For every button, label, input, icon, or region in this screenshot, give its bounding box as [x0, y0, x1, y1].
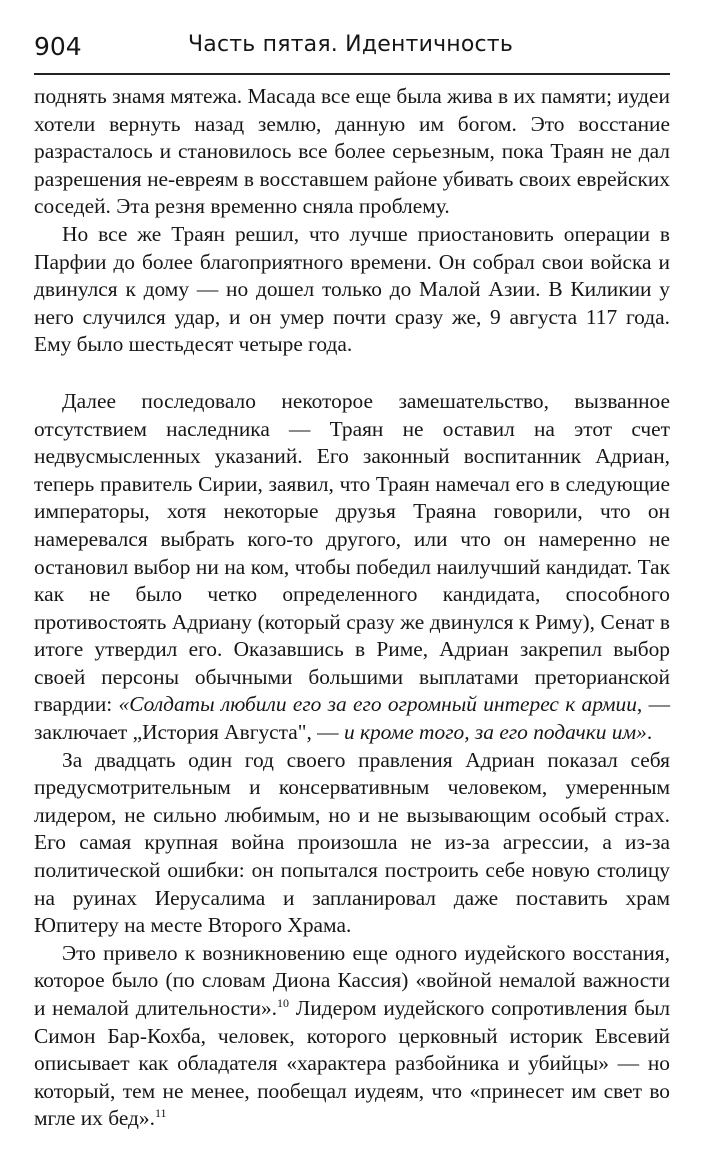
paragraph-3-attribution: — заключает „История Августа", — — [34, 692, 670, 745]
paragraph-2: Но все же Траян решил, что лучше приостановить операции в Парфии до более благоприятного времени. Он собрал свои войска и двинулся к дому — но дошел только до Малой Азии. В Киликии у него случился удар, и он умер почти сразу же, 9 августа 117 года. Ему было шестьдесят четыре года. — [34, 221, 670, 357]
paragraph-3 — [34, 388, 670, 747]
paragraph-5-continued: Лидером иудейского сопротивления был Симон Бар-Кохба, человек, которого церковный историк Евсевий описывает как обладателя «характера разбойника и убийцы» — но который, тем не менее, пообещал иудеям, что «принесет им свет во мгле их бед». — [34, 996, 670, 1131]
page-number: 904 — [34, 32, 82, 61]
header-rule — [34, 73, 670, 75]
page-header — [34, 30, 670, 70]
quote-handouts: и кроме того, за его подачки им» — [343, 720, 647, 745]
paragraph-3-end: . — [646, 720, 653, 745]
footnote-ref-11: 11 — [154, 1106, 167, 1121]
body-text — [34, 83, 670, 1133]
section-break — [34, 359, 670, 388]
paragraph-3-text: Далее последовало некоторое замешательство, вызванное отсутствием наследника — Траян не оставил на этот счет недвусмысленных указаний. Его законный воспитанник Адриан, теперь правитель Сирии, заявил, что Траян намечал его в следующие императоры, хотя некоторые друзья Траяна говорили, что он намеревался выбрать кого-то другого, или что он намеренно не остановил выбор ни на ком, чтобы победил наилучший кандидат. Так как не было четко определенного кандидата, способного противостоять Адриану (который сразу же двинулся к Риму), Сенат в итоге утвердил его. Оказавшись в Риме, Адриан закрепил выбор своей персоны обычными большими выплатами преторианской гвардии: — [34, 388, 670, 717]
footnote-ref-10: 10 — [277, 995, 290, 1010]
running-head: Часть пятая. Идентичность — [188, 32, 513, 57]
paragraph-5 — [34, 940, 670, 1133]
paragraph-1: поднять знамя мятежа. Масада все еще была жива в их памяти; иудеи хотели вернуть назад землю, данную им богом. Это восстание разрасталось и становилось все более серьезным, пока Траян не дал разрешения не-евреям в восставшем районе убивать своих еврейских соседей. Эта резня временно сняла проблему. — [34, 84, 670, 219]
quote-soldiers: «Солдаты любили его за его огромный интерес к армии, — [118, 692, 643, 717]
paragraph-5-text: Это привело к возникновению еще одного иудейского восстания, которое было (по словам Диона Кассия) «войной немалой важности и немалой длительности». — [34, 940, 670, 1020]
paragraph-4: За двадцать один год своего правления Адриан показал себя предусмотрительным и консервативным человеком, умеренным лидером, не сильно любимым, но и не вызывающим особый страх. Его самая крупная война произошла не из-за агрессии, а из-за политической ошибки: он попытался построить себе новую столицу на руинах Иерусалима и запланировал даже поставить храм Юпитеру на месте Второго Храма. — [34, 747, 670, 938]
